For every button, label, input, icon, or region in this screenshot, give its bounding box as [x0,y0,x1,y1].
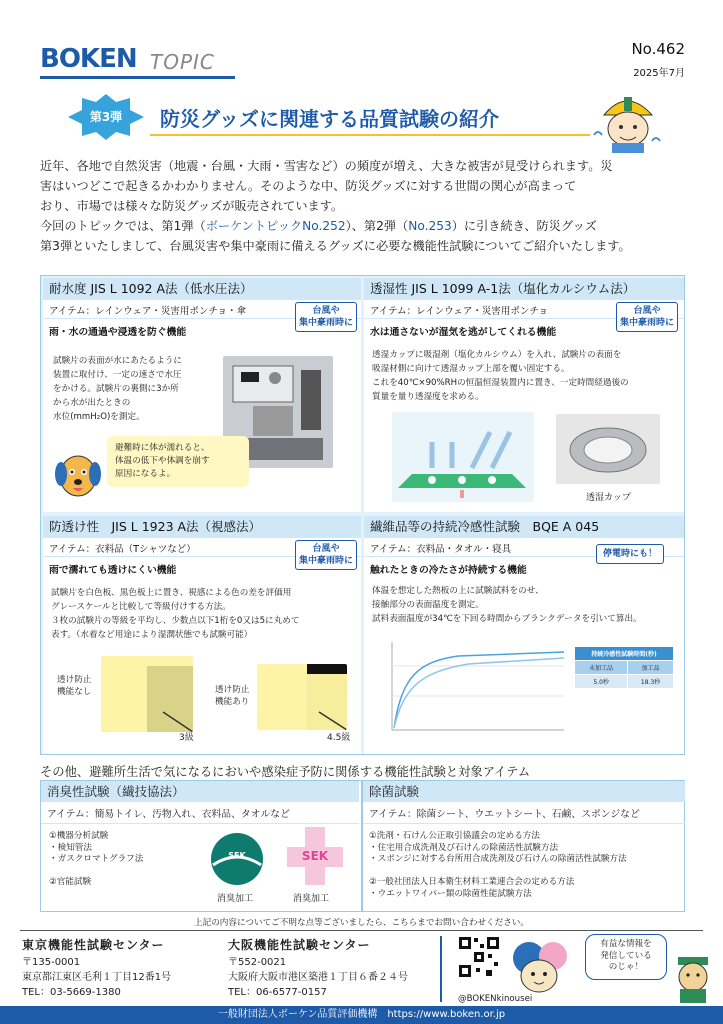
card-items: アイテム：レインウェア・災害用ポンチョ [370,306,549,317]
list-item: ・スポンジに対する台所用合成洗剤及び石けんの除菌活性試験方法 [369,854,627,864]
description-line: 試験片を白色板、黒色板上に置き、視感による色の差を評価用 [51,588,292,598]
table-title: 持続冷感性試験時間(秒) [575,647,674,661]
list-item [369,866,627,878]
no-function-label [57,674,91,698]
panel-title: 消臭性試験（繊技協法） [41,781,359,802]
description-line: 質量を量り透湿度を求める。 [372,392,484,402]
description-line: 試験片の表面が水にあたるように [53,356,182,366]
list-item: ①機器分析試験 [49,831,109,841]
topic-252-link[interactable]: ボーケントピックNo.252 [205,219,346,233]
office-name: 東京機能性試験センター [22,938,165,952]
cooling-curve-graph [378,636,568,740]
footer-bar[interactable]: 一般財団法人ボーケン品質評価機構 https://www.boken.or.jp [0,1006,723,1024]
card-title: 繊維品等の持続冷感性試験 BQE A 045 [364,516,684,538]
badge-label: 第3弾 [89,110,123,124]
tag-line: 集中豪雨時に [299,556,354,566]
panel-title: 除菌試験 [363,781,685,802]
table-header-untreated: 未加工品 [575,661,628,675]
office-name: 大阪機能性試験センター [228,938,371,952]
description-line: 透湿カップに吸湿剤（塩化カルシウム）を入れ、試験片の表面を [372,350,622,360]
panel-items: アイテム：簡易トイレ、汚物入れ、衣料品、タオルなど [47,809,290,820]
panel-divider [41,823,359,824]
list-item: ・ウエットワイパー類の除菌性能試験方法 [369,888,532,899]
card-subtitle: 雨・水の通過や浸透を防ぐ機能 [49,327,187,338]
deodorant-method-list [49,831,143,889]
table-value-untreated: 5.0秒 [575,675,628,689]
description-line: から水が出たときの [53,398,131,408]
speech-line: のじゃ！ [608,962,644,972]
sample-with-function-image [257,664,347,730]
description-line: 水位(mmH₂O)を測定。 [53,412,145,422]
list-item: ・ガスクロマトグラフ法 [49,854,144,864]
qr-code-icon[interactable] [458,936,500,978]
speech-line: 発信している [600,950,652,961]
moisture-cup-photo [556,414,660,484]
antibacterial-test-panel [363,781,685,911]
boken-logo: BOKEN [40,44,137,74]
speech-line: 有益な情報を [600,939,652,949]
cooling-result-table [574,646,674,689]
list-item: ②一般社団法人日本衛生材料工業連合会の定める方法 [369,877,575,887]
tag-line: 台風や [312,544,340,554]
deodorant-test-panel [41,781,359,911]
typhoon-tag [295,540,357,570]
contact-note: 上記の内容についてご不明な点等ございましたら、こちらまでお問い合わせください。 [194,918,529,928]
card-title: 耐水度 JIS L 1092 A法（低水圧法） [43,278,361,300]
intro-line: おり、市場では様々な防災グッズが販売されています。 [40,199,344,213]
series-badge [66,92,146,142]
mascot-speech-bubble [585,934,667,980]
intro-text [40,156,690,256]
bubble-line: 原因になるよ。 [115,469,176,479]
osaka-office [228,938,408,1000]
office-tel[interactable]: TEL：03-5669-1380 [22,987,121,998]
moisture-diagram [392,412,534,502]
intro-line: 第3弾といたしまして、台風災害や集中豪雨に備えるグッズに必要な機能性試験についてご紹介いたします。 [40,239,631,253]
table-header-treated: 加工品 [628,661,674,675]
card-subtitle: 雨で濡れても透けにくい機能 [49,565,177,576]
x-account-handle[interactable]: @BOKENkinousei [458,994,533,1004]
intro-line: 近年、各地で自然災害（地震・台風・大雨・雪害など）の頻度が増え、大きな被害が見受けられます。災 [40,159,613,173]
water-resistance-card [43,278,361,512]
card-description [372,348,629,404]
label-line: 透け防止 [57,675,92,685]
list-item: ①洗剤・石けん公正取引協議会の定める方法 [369,831,540,841]
typhoon-tag [295,302,357,332]
sek-pink-mark-caption: 消臭加工 [293,894,330,904]
bear-mascot-icon [668,955,718,1005]
tag-line: 台風や [312,306,340,316]
description-line: 試料表面温度が34℃を下回る時間からブランクデータを引いて算出。 [372,614,642,624]
dog-mascot-icon [51,446,105,506]
intro-text-segment: 今回のトピックでは、第1弾（ [40,219,206,233]
list-item [49,866,143,878]
tag-line: 集中豪雨時に [299,318,354,328]
card-items: アイテム：衣料品（Tシャツなど） [49,544,196,555]
other-tests-box [40,780,685,912]
mascot-helmet-icon [590,85,665,155]
card-subtitle: 触れたときの冷たさが持続する機能 [370,565,527,576]
intro-text-segment: ）、第2弾（ [345,219,409,233]
table-value-treated: 18.3秒 [628,675,674,689]
list-item: ②官能試験 [49,877,92,887]
label-line: 透け防止 [215,685,250,695]
power-outage-tag: 停電時にも！ [596,544,664,564]
list-item: ・住宅用合成洗剤及び石けんの除菌活性試験方法 [369,842,559,853]
description-line: 体温を想定した熱板の上に試験試料をのせ、 [372,586,544,596]
tag-line: 台風や [633,306,661,316]
test-grid [40,275,685,755]
issue-number: No.462 [631,40,685,58]
grade-with-function: 4.5級 [327,733,351,743]
intro-text-segment: ）に引き続き、防災グッズ [451,219,597,233]
card-description [51,586,299,642]
office-address: 大阪府大阪市港区築港１丁目６番２４号 [228,972,408,983]
office-tel[interactable]: TEL：06-6577-0157 [228,987,327,998]
page-title: 防災グッズに関連する品質試験の紹介 [160,107,499,131]
label-line: 機能なし [57,687,92,697]
issue-date: 2025年7月 [633,68,685,79]
description-line: これを40℃×90%RHの恒温恒湿装置内に置き、一定時間経過後の [372,378,629,388]
panel-items: アイテム：除菌シート、ウエットシート、石鹸、スポンジなど [369,809,640,820]
description-line: 吸湿材側に向けて透湿カップ上部を覆い固定する。 [372,364,570,374]
sek-mark-caption: 消臭加工 [217,894,254,904]
description-line: グレースケールと比較して等級付けする方法。 [51,602,231,612]
page-header [0,0,723,90]
contact-separator [440,936,442,1002]
office-zip: 〒552-0021 [228,957,287,968]
intro-line: 害はいつどこで起きるかわかりません。そのような中、防災グッズに対する世間の関心が高まって [40,179,577,193]
topic-253-link[interactable]: No.253 [408,219,452,233]
see-through-card [43,516,361,754]
dog-speech-bubble [107,436,249,487]
bubble-line: 避難時に体が濡れると、 [115,443,210,453]
cup-caption: 透湿カップ [586,493,631,503]
card-description [53,354,182,424]
other-tests-heading: その他、避難所生活で気になるにおいや感染症予防に関係する機能性試験と対象アイテム [40,765,531,779]
office-zip: 〒135-0001 [22,957,81,968]
list-item: ・検知管法 [49,842,92,853]
description-line: をかける。試験片の裏側に3か所 [53,384,179,394]
card-title: 防透け性 JIS L 1923 A法（視感法） [43,516,361,538]
tokyo-office [22,938,171,1000]
office-address: 東京都江東区毛利１丁目12番1号 [22,972,172,983]
mascot-group-icon [505,936,575,998]
tag-line: 集中豪雨時に [620,318,675,328]
moisture-permeability-card [364,278,684,512]
description-line: 表す。（水着など用途により湿潤状態でも試験可能） [51,630,253,640]
description-line: 装置に取付け、一定の速さで水圧 [53,370,182,380]
card-items: アイテム：衣料品・タオル・寝具 [370,544,512,555]
card-subtitle: 水は通さないが湿気を逃がしてくれる機能 [370,327,557,338]
card-title: 透湿性 JIS L 1099 A-1法（塩化カルシウム法） [364,278,684,300]
panel-divider [363,823,685,824]
sample-no-function-image [101,656,193,732]
label-line: 機能あり [215,697,250,707]
description-line: ３枚の試験片の等級を平均し、少数点以下1桁を0又は5に丸めて [51,616,300,626]
bubble-line: 体温の低下や体調を崩す [115,456,210,466]
title-underline [150,134,590,136]
topic-label: TOPIC [150,50,215,74]
contact-divider [20,930,703,931]
card-items: アイテム：レインウェア・災害用ポンチョ・傘 [49,306,247,317]
grade-no-function: 3級 [179,733,194,743]
logo-underline [40,76,235,79]
antibacterial-method-list [369,831,627,900]
card-description [372,584,642,626]
typhoon-tag [616,302,678,332]
cool-touch-card [364,516,684,754]
with-function-label [215,684,249,708]
intro-line [40,216,690,236]
sek-pink-mark-text: SEK [301,849,329,863]
sek-mark-text: SEK [228,851,246,860]
description-line: 接触部分の表面温度を測定。 [372,600,484,610]
